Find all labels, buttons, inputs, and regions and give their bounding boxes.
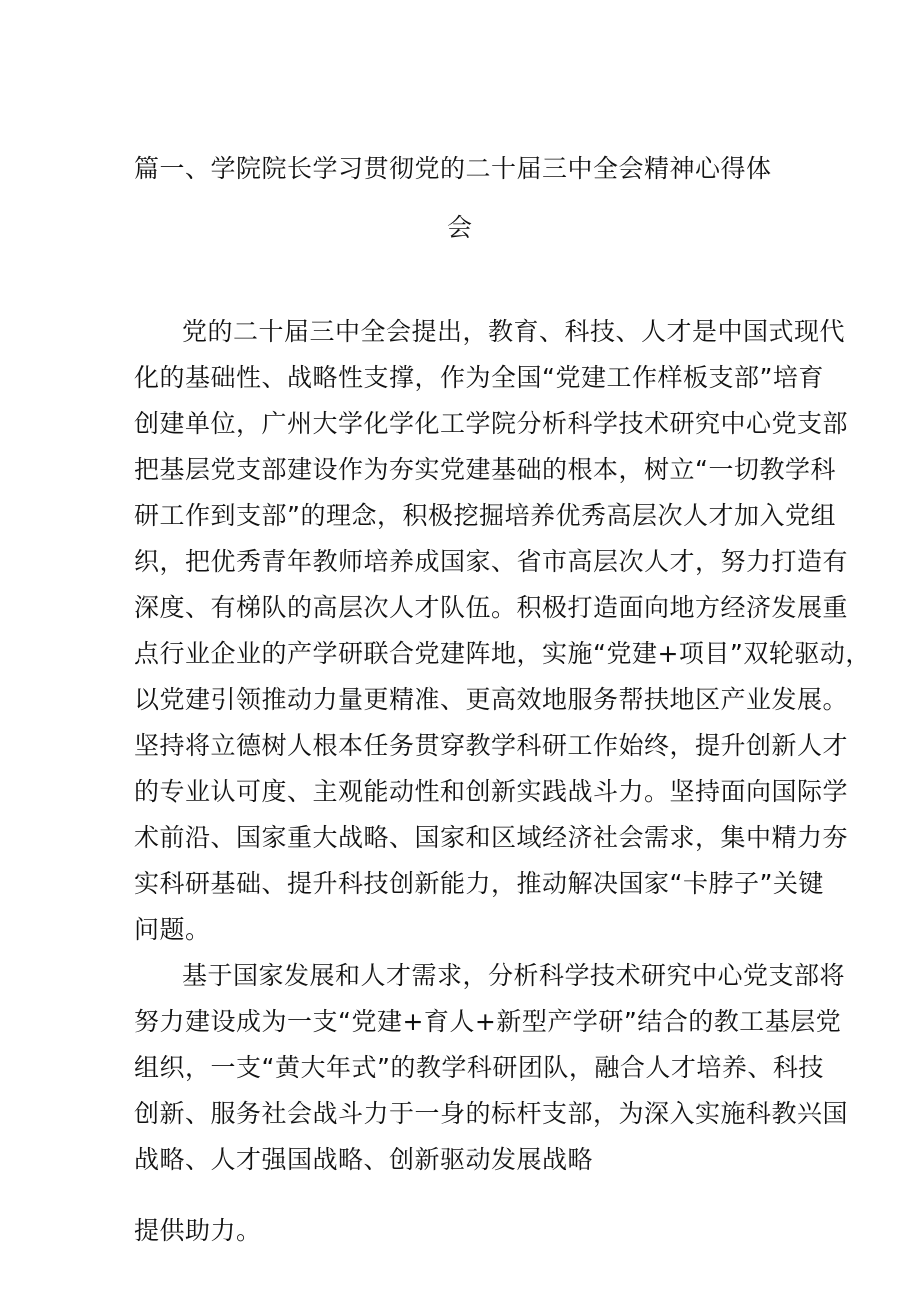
paragraph-line: 实科研基础、提升科技创新能力，推动解决国家“卡脖子”关键 (134, 869, 824, 898)
paragraph-line: 努力建设成为一支“党建+育人+新型产学研”结合的教工基层党 (134, 1007, 842, 1036)
paragraph-line: 组织，一支“黄大年式”的教学科研团队，融合人才培养、科技 (134, 1053, 824, 1082)
document-title-line2: 会 (447, 213, 473, 242)
paragraph-line: 术前沿、国家重大战略、国家和区域经济社会需求，集中精力夯 (134, 823, 849, 852)
paragraph-line: 创建单位，广州大学化学化工学院分析科学技术研究中心党支部 (134, 409, 849, 438)
paragraph-line: 基于国家发展和人才需求，分析科学技术研究中心党支部将 (182, 961, 846, 990)
paragraph-line: 化的基础性、战略性支撑，作为全国“党建工作样板支部”培育 (134, 363, 824, 392)
paragraph-line: 创新、服务社会战斗力于一身的标杆支部，为深入实施科教兴国 (134, 1099, 849, 1128)
paragraph-line: 党的二十届三中全会提出，教育、科技、人才是中国式现代 (182, 317, 846, 346)
paragraph-line: 坚持将立德树人根本任务贯穿教学科研工作始终，提升创新人才 (134, 731, 849, 760)
document-title-line1: 篇一、学院院长学习贯彻党的二十届三中全会精神心得体 (134, 154, 772, 183)
paragraph-line: 把基层党支部建设作为夯实党建基础的根本，树立“一切教学科 (134, 455, 836, 484)
paragraph-line: 的专业认可度、主观能动性和创新实践战斗力。坚持面向国际学 (134, 777, 849, 806)
paragraph-line: 战略、人才强国战略、创新驱动发展战略 (134, 1145, 594, 1174)
paragraph-line: 研工作到支部”的理念，积极挖掘培养优秀高层次人才加入党组 (134, 501, 836, 530)
paragraph-line: 织，把优秀青年教师培养成国家、省市高层次人才，努力打造有 (134, 547, 849, 576)
closing-line: 提供助力。 (134, 1216, 262, 1245)
paragraph-line: 以党建引领推动力量更精准、更高效地服务帮扶地区产业发展。 (134, 685, 849, 714)
paragraph-line: 点行业企业的产学研联合党建阵地，实施“党建+项目”双轮驱动， (134, 639, 871, 668)
paragraph-line: 问题。 (134, 915, 211, 944)
paragraph-line: 深度、有梯队的高层次人才队伍。积极打造面向地方经济发展重 (134, 593, 849, 622)
